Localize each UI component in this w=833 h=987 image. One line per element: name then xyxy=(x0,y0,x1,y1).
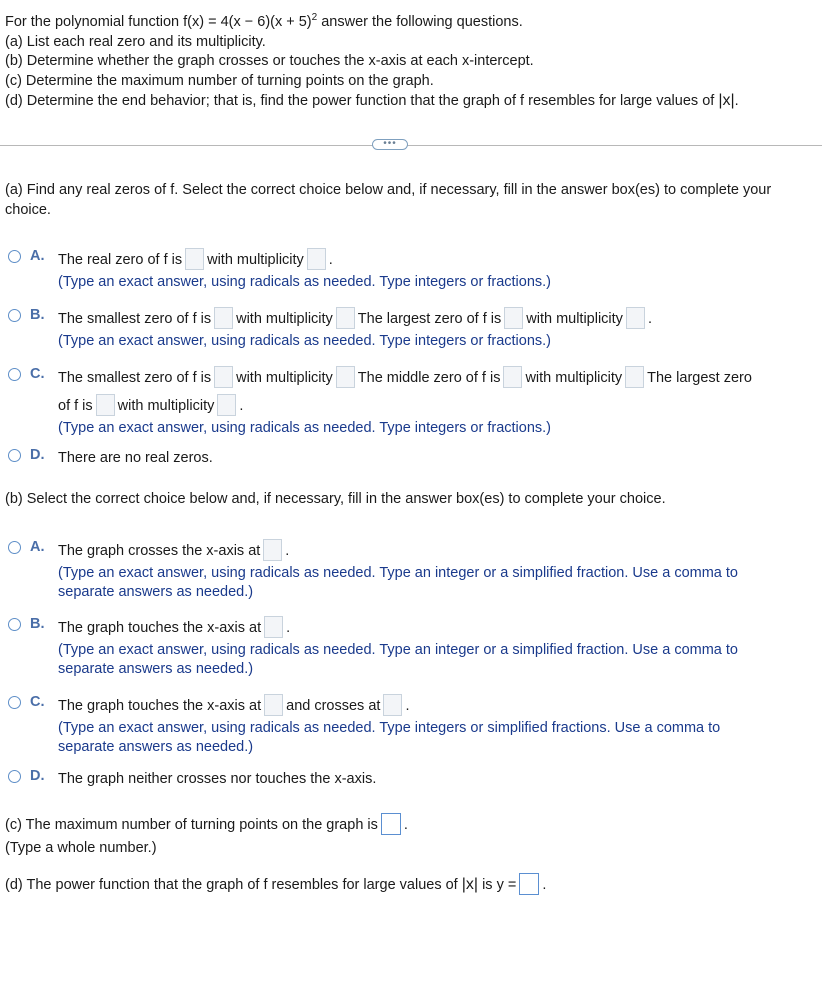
input-hint: (Type an exact answer, using radicals as needed. Type an integer or a simplified fraction. Use a comma to separate answers as needed.) xyxy=(58,565,738,600)
radio-button[interactable] xyxy=(8,696,21,709)
option-letter: C. xyxy=(30,366,45,382)
option-letter: A. xyxy=(30,248,45,264)
answer-box-smallest-zero[interactable] xyxy=(214,307,233,329)
input-hint: (Type an exact answer, using radicals as needed. Type integers or fractions.) xyxy=(58,274,551,290)
part-d: (d) The power function that the graph of f resembles for large values of |x| is y = . xyxy=(5,874,546,896)
radio-button[interactable] xyxy=(8,449,21,462)
answer-box-touches[interactable] xyxy=(264,694,283,716)
intro-line-1: For the polynomial function $f(x) = 4(x - 6)(x + 5)^2$ answer the following questions. xyxy=(5,12,523,30)
answer-box-power-function[interactable] xyxy=(519,873,539,895)
part-b-prompt: (b) Select the correct choice below and, if necessary, fill in the answer box(es) to complete your choice. xyxy=(5,491,666,507)
input-hint: (Type an exact answer, using radicals as needed. Type integers or simplified fractions. Use a comma to separate answers as needed.) xyxy=(58,720,721,755)
intro-line-2: (a) List each real zero and its multiplicity. xyxy=(5,33,266,50)
answer-box-multiplicity-1[interactable] xyxy=(336,307,355,329)
answer-box-multiplicity-3[interactable] xyxy=(217,394,236,416)
input-hint: (Type an exact answer, using radicals as needed. Type integers or fractions.) xyxy=(58,333,551,349)
answer-box-multiplicity-1[interactable] xyxy=(336,366,355,388)
option-letter: D. xyxy=(30,768,45,784)
input-hint: (Type an exact answer, using radicals as needed. Type an integer or a simplified fraction. Use a comma to separate answers as needed.) xyxy=(58,642,738,677)
answer-box-touches[interactable] xyxy=(264,616,283,638)
input-hint: (Type an exact answer, using radicals as needed. Type integers or fractions.) xyxy=(58,420,551,436)
abs-x: |x| xyxy=(718,92,735,109)
intro-line-4: (c) Determine the maximum number of turning points on the graph. xyxy=(5,72,434,89)
option-letter: B. xyxy=(30,307,45,323)
radio-button[interactable] xyxy=(8,618,21,631)
question-intro xyxy=(5,13,739,112)
part-c-hint: (Type a whole number.) xyxy=(5,840,157,856)
radio-button[interactable] xyxy=(8,368,21,381)
radio-button[interactable] xyxy=(8,770,21,783)
exponent: 2 xyxy=(311,12,318,23)
expand-more-button[interactable]: ••• xyxy=(372,139,408,150)
page: For the polynomial function $f(x) = 4(x - 6)(x + 5)^2$ answer the following questions. (a) List each real zero and its multiplicity. (b) Determine whether the graph crosses or touches the x-axis at each x-intercept. (c) Determine the maximum number of turning points on the graph. (d) Determine the end behavior; that is, find the power function that the graph of f resembles for large values of |x|. ••• (a) Find any real zeros of f. Select the correct choice below and, if necessary, fill in the answer box(es) to complete your choice. A. The real zero of f is with multiplicity . (Type an exact answer, using radicals as needed. Type integers or fractions.) B. The smallest zero of f is with multiplicity The largest zero of f is with multiplicity . (Type an exact answer, using radicals as needed. Type integers or fractions.) C. The smallest zero of f is with multiplicity The middle zero of f is with multiplicity The largest zero of f is with multiplicity . (Type an exact answer, using radicals as needed. Type integers or fractions.) D. There are no real zeros. (b) Select the correct choice below and, if necessary, fill in the answer box(es) to complete your choice. A. The graph crosses the x-axis at . (Type an exact answer, using radicals as needed. Type an integer or a simplified fraction. Use a comma to separate answers as needed.) B. The graph touches the x-axis at . (Type an exact answer, using radicals as needed. Type an integer or a simplified fraction. Use a comma to separate answers as needed.) C. The graph touches the x-axis at and crosses at . (Type an exact answer, using radicals as needed. Type integers or simplified fractions. Use a comma to separate answers as needed.) D. The graph neither crosses nor touches the x-axis. (c) The maximum number of turning points on the graph is . (Type a whole number.) (d) The power function that the graph of f resembles for large values of |x| is y = . xyxy=(0,0,833,987)
answer-box-multiplicity-2[interactable] xyxy=(626,307,645,329)
answer-box-largest-zero[interactable] xyxy=(504,307,523,329)
answer-box-crosses[interactable] xyxy=(263,539,282,561)
answer-box-turning-points[interactable] xyxy=(381,813,401,835)
option-letter: C. xyxy=(30,694,45,710)
answer-box-middle-zero[interactable] xyxy=(503,366,522,388)
answer-box-multiplicity-2[interactable] xyxy=(625,366,644,388)
radio-button[interactable] xyxy=(8,541,21,554)
answer-box-crosses[interactable] xyxy=(383,694,402,716)
radio-button[interactable] xyxy=(8,250,21,263)
option-letter: B. xyxy=(30,616,45,632)
abs-x: |x| xyxy=(461,875,479,893)
radio-button[interactable] xyxy=(8,309,21,322)
answer-box-smallest-zero[interactable] xyxy=(214,366,233,388)
answer-box-zero[interactable] xyxy=(185,248,204,270)
intro-line-3: (b) Determine whether the graph crosses or touches the x-axis at each x-intercept. xyxy=(5,53,534,69)
intro-line-5: (d) Determine the end behavior; that is, find the power function that the graph of f resembles for large values of |x|. xyxy=(5,92,739,109)
option-letter: D. xyxy=(30,447,45,463)
answer-box-largest-zero[interactable] xyxy=(96,394,115,416)
option-letter: A. xyxy=(30,539,45,555)
answer-box-multiplicity[interactable] xyxy=(307,248,326,270)
part-c: (c) The maximum number of turning points on the graph is . (Type a whole number.) xyxy=(5,814,408,858)
section-divider xyxy=(0,145,822,146)
part-a-prompt: (a) Find any real zeros of f. Select the correct choice below and, if necessary, fill in the answer box(es) to complete your choice. xyxy=(5,182,772,218)
